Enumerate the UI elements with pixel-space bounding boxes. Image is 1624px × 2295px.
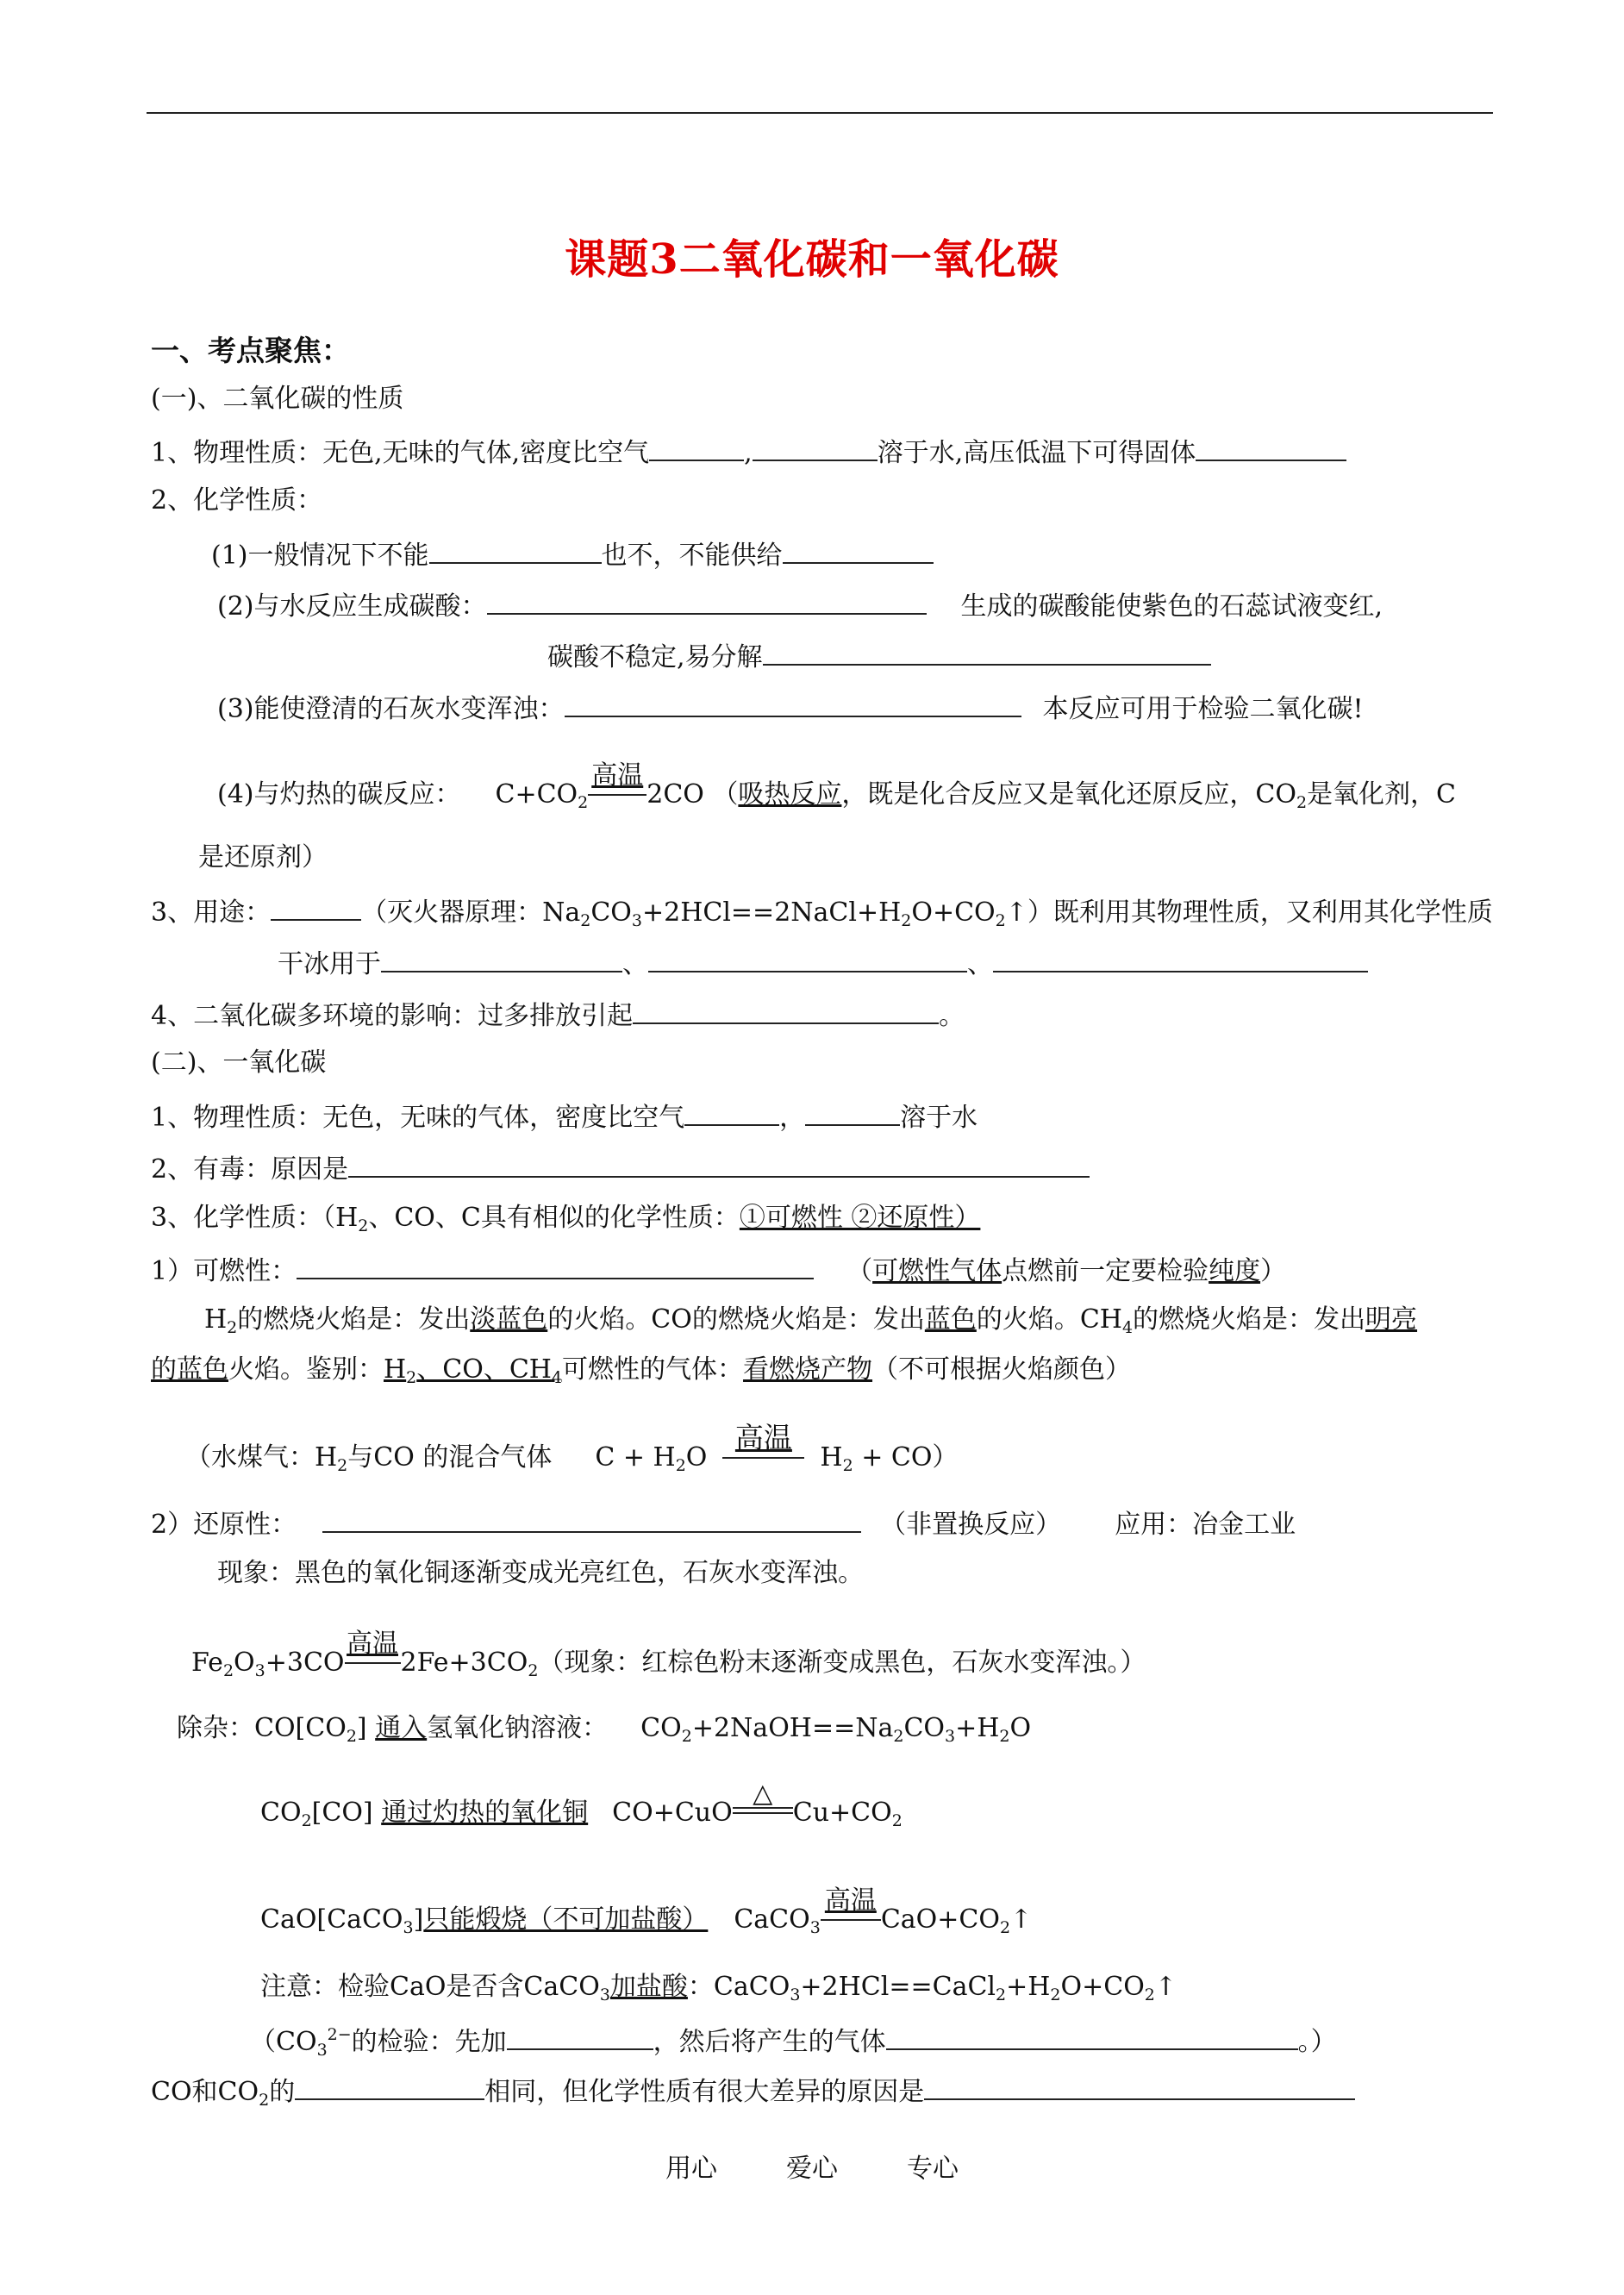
co2-physical-line: 1、物理性质：无色,无味的气体,密度比空气 , 溶于水,高压低温下可得固体	[151, 437, 1346, 466]
blank[interactable]	[487, 591, 927, 615]
blank[interactable]	[271, 897, 361, 921]
impurity-line-3: CaO[CaCO$_3$]只能煅烧（不可加盐酸） CaCO$_3$ 高温 $CaO+CO_2↑$	[260, 1885, 1033, 1937]
co2-line-1: (1)一般情况下不能 也不，不能供给	[211, 540, 934, 569]
blank[interactable]	[507, 2026, 653, 2050]
co-chemical-line: 3、化学性质：（$H_2$、CO、C具有相似的化学性质：①可燃性 ②还原性）	[151, 1203, 981, 1235]
blank[interactable]	[633, 1000, 939, 1024]
blank[interactable]	[886, 2026, 1298, 2050]
impurity-line-2: $CO_2[CO]$ 通过灼热的氧化铜 CO+CuO △ $Cu+CO_2$	[260, 1779, 903, 1830]
blank[interactable]	[805, 1102, 900, 1126]
co2-line-2: (2)与水反应生成碳酸： 生成的碳酸能使紫色的石蕊试液变红,	[217, 591, 1384, 622]
blank[interactable]	[429, 540, 602, 564]
flame-line-1: $H_2$的燃烧火焰是：发出淡蓝色的火焰。CO的燃烧火焰是：发出蓝色的火焰。$CH_4$的燃烧火焰是：发出明亮	[204, 1304, 1418, 1337]
carbonate-test-line: （$CO_3^{2-}$的检验：先加 ，然后将产生的气体 。）	[250, 2025, 1337, 2060]
blank[interactable]	[565, 693, 1021, 717]
blank[interactable]	[783, 540, 934, 564]
co2-line-reductant: 是还原剂）	[198, 842, 328, 872]
blank[interactable]	[684, 1102, 779, 1126]
blank[interactable]	[348, 1154, 1090, 1178]
header-rule	[147, 112, 1493, 114]
blank[interactable]	[381, 948, 622, 972]
footer	[0, 2147, 1624, 2185]
co2-carbon-reaction: (4)与灼热的碳反应： $C+CO_2$ 高温 2CO （吸热反应，既是化合反应又是氧化还原反应，$CO_2$是氧化剂，C	[217, 760, 1457, 812]
blank[interactable]	[322, 1509, 861, 1533]
blank[interactable]	[649, 437, 744, 461]
blank[interactable]	[295, 2076, 484, 2100]
blank[interactable]	[648, 948, 967, 972]
co-physical-line: 1、物理性质：无色，无味的气体，密度比空气 ， 溶于水	[151, 1103, 978, 1133]
dry-ice-line: 干冰用于 、 、	[278, 948, 1368, 978]
page-title: 课题3二氧化碳和一氧化碳	[565, 235, 1059, 284]
co-heading: (二)、一氧化碳	[151, 1047, 327, 1078]
note-line: 注意：检验CaO是否含CaCO$_3$加盐酸：$CaCO_3+2HCl==CaCl_2+H_2O+CO_2↑$	[260, 1972, 1177, 2004]
co-toxic-line: 2、有毒：原因是	[151, 1154, 1090, 1183]
blank[interactable]	[993, 948, 1368, 972]
co-reducing-line: 2）还原性： （非置换反应） 应用：冶金工业	[151, 1510, 1296, 1540]
blank[interactable]	[297, 1255, 814, 1279]
footer-item: 爱心	[786, 2154, 838, 2184]
blank[interactable]	[1196, 437, 1346, 461]
co-co2-compare-line: CO和$CO_2$的 相同，但化学性质有很大差异的原因是	[151, 2076, 1355, 2105]
blank[interactable]	[753, 437, 878, 461]
co2-uses-line: 3、用途： （灭火器原理：$Na_2CO_3+2HCl==2NaCl+H_2O+CO_2↑$）既利用其物理性质，又利用其化学性质	[151, 897, 1493, 930]
impurity-line-1: 除杂：$CO[CO_2]$ 通入氢氧化钠溶液： $CO_2+2NaOH==Na_2CO_3+H_2O$	[177, 1713, 1032, 1746]
co2-line-4: (3)能使澄清的石灰水变浑浊： 本反应可用于检验二氧化碳!	[217, 694, 1364, 724]
co2-heading: (一)、二氧化碳的性质	[151, 384, 404, 414]
flame-line-2: 的蓝色火焰。鉴别：$H_2$、CO、$CH_4$可燃性的气体：看燃烧产物（不可根据火焰颜色）	[151, 1354, 1132, 1387]
environment-line: 4、二氧化碳多环境的影响：过多排放引起 。	[151, 1001, 965, 1031]
blank[interactable]	[763, 641, 1211, 666]
footer-item: 用心	[665, 2154, 717, 2184]
blank[interactable]	[924, 2076, 1355, 2100]
co-combustibility-line: 1）可燃性： （可燃性气体点燃前一定要检验纯度）	[151, 1256, 1287, 1286]
phenomenon-line: 现象：黑色的氧化铜逐渐变成光亮红色，石灰水变浑浊。	[217, 1558, 864, 1588]
section-heading: 一、考点聚焦：	[151, 334, 350, 367]
co2-chemical-heading: 2、化学性质：	[151, 485, 323, 516]
water-gas-line: （水煤气：$H_2$与CO 的混合气体 $C + H_2O$ 高温 $H_2 + CO$）	[185, 1421, 959, 1475]
iron-oxide-reaction: $Fe_2O_3+3CO$ 高温 $2Fe+3CO_2$（现象：红棕色粉末逐渐变成黑色，石灰水变浑浊。）	[191, 1629, 1146, 1680]
co2-line-3: 碳酸不稳定,易分解	[547, 641, 1211, 671]
footer-item: 专心	[907, 2154, 959, 2184]
